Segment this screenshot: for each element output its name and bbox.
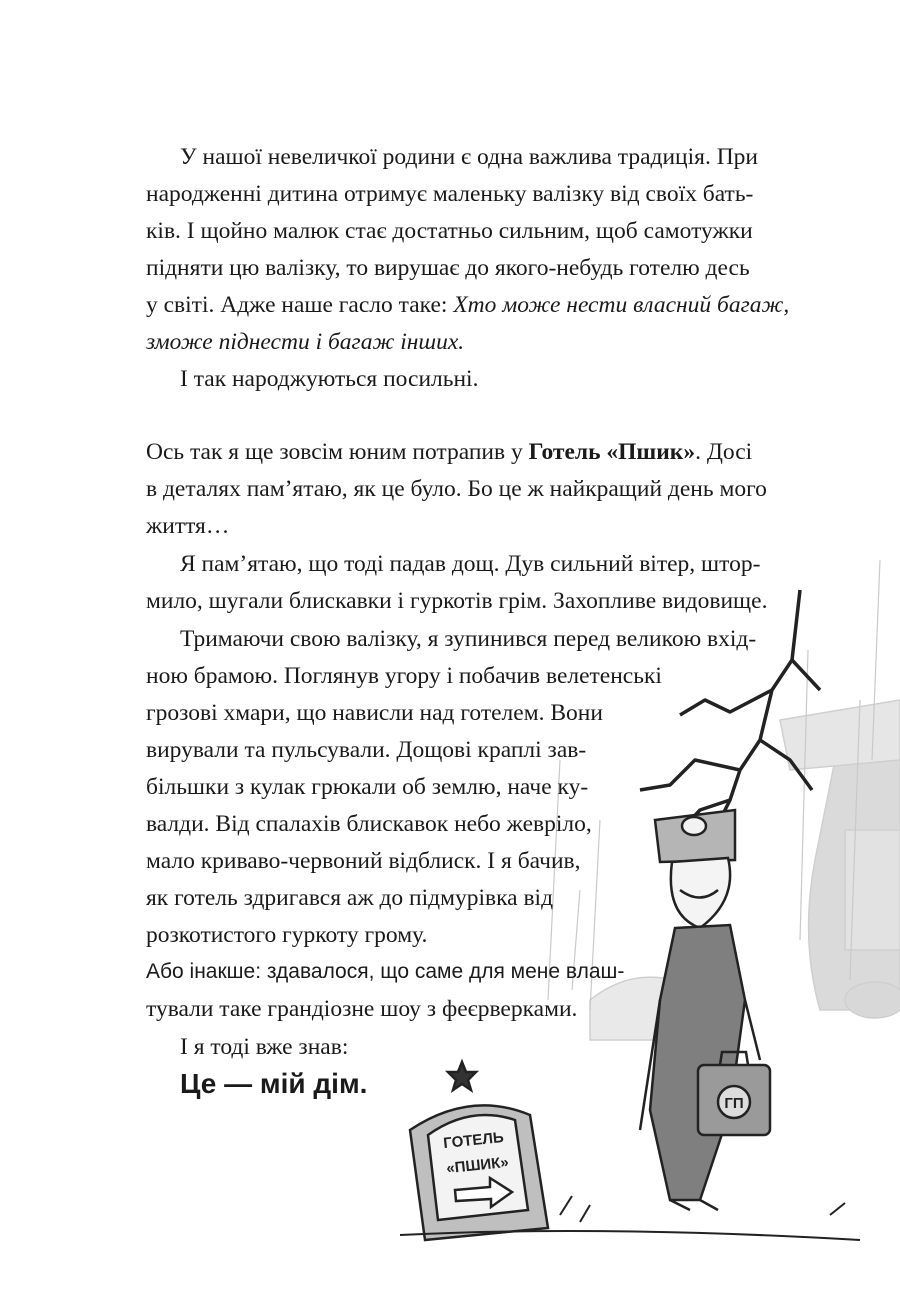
p3-line1 (146, 434, 752, 470)
p5-line2: ною брамою. Поглянув угору і побачив велетенські (146, 663, 662, 689)
p5-line4: вирували та пульсували. Дощові краплі зав- (146, 737, 587, 763)
p3-line2: в деталях пам’ятаю, як це було. Бо це ж найкращий день мого (146, 476, 767, 502)
suitcase-label: ГП (724, 1095, 744, 1112)
p1-line5-start: у світі. Адже наше гасло таке: (146, 292, 454, 318)
p6-line2: тували таке грандіозне шоу з феєрверками. (146, 996, 578, 1022)
sign-text-line1: ГОТЕЛЬ (442, 1128, 505, 1153)
p7-line1: І я тоді вже знав: (180, 1034, 349, 1060)
p4-line2: мило, шугали блискавки і гуркотів грім. Захопливе видовище. (146, 588, 768, 614)
family-motto-part1: Хто може нести власний багаж, (453, 292, 790, 318)
p3-line3: життя… (146, 513, 230, 539)
p6-line1: Або інакше: здавалося, що саме для мене влаш- (146, 960, 625, 983)
suitcase (698, 1052, 770, 1135)
hotel-name: Готель «Пшик» (528, 439, 696, 465)
bellboy-figure (640, 810, 760, 1210)
p1-line4: підняти цю валізку, то вирушає до якого-небудь готелю десь (146, 255, 750, 281)
p5-line3: грозові хмари, що нависли над готелем. Вони (146, 700, 603, 726)
sign-text-line2: «ПШИК» (445, 1153, 510, 1178)
p2-line1: І так народжуються посильні. (180, 366, 479, 392)
p5-line1: Тримаючи свою валізку, я зупинився перед великою вхід- (180, 626, 757, 652)
p4-line1: Я пам’ятаю, що тоді падав дощ. Дув сильний вітер, штор- (180, 551, 761, 577)
p1-line3: ків. І щойно малюк стає достатньо сильним, щоб самотужки (146, 218, 753, 244)
family-motto-part2: зможе піднести і багаж інших. (146, 329, 465, 355)
p1-line5 (146, 287, 789, 323)
p5-line6: валди. Від спалахів блискавок небо жевріло, (146, 811, 592, 837)
p5-line7: мало криваво-червоний відблиск. І я бачив, (146, 848, 581, 874)
p3-line1-end: . Досі (695, 439, 753, 465)
closing-statement: Це — мій дім. (180, 1068, 368, 1099)
hotel-sign-stone (410, 1062, 548, 1240)
p1-line1: У нашої невеличкої родини є одна важлива традиція. При (180, 144, 758, 170)
p5-line5: більшки з кулак грюкали об землю, наче ку- (146, 774, 589, 800)
p1-line2: народженні дитина отримує маленьку валізку від своїх бать- (146, 181, 754, 207)
p3-line1-start: Ось так я ще зовсім юним потрапив у (146, 439, 529, 465)
p5-line9: розкотистого гуркоту грому. (146, 922, 428, 948)
p5-line8: як готель здригався аж до підмурівка від (146, 885, 554, 911)
